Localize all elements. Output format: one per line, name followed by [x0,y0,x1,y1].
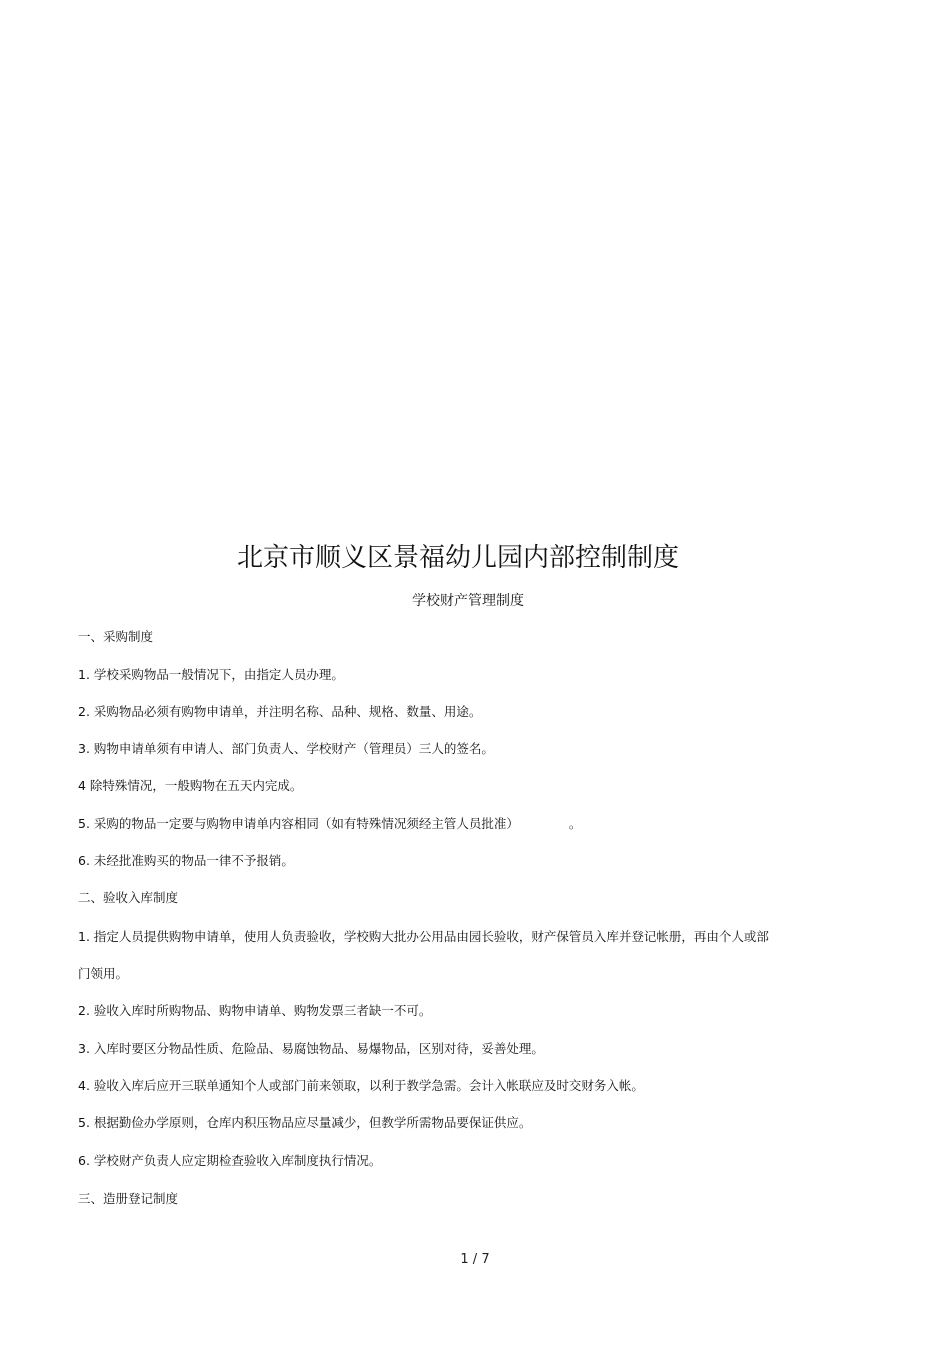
document-subtitle: 学校财产管理制度 [412,593,524,609]
procurement-item-3: 3. 购物申请单须有申请人、部门负责人、学校财产（管理员）三人的签名。 [78,741,494,756]
inspection-item-1-continued: 门领用。 [78,966,129,981]
section-heading-inspection: 二、验收入库制度 [78,890,179,905]
procurement-item-5-text: 5. 采购的物品一定要与购物申请单内容相同（如有特殊情况须经主管人员批准） [78,816,519,831]
inspection-item-5: 5. 根据勤俭办学原则，仓库内积压物品应尽量减少，但教学所需物品要保证供应。 [78,1115,532,1130]
inspection-item-4: 4. 验收入库后应开三联单通知个人或部门前来领取，以利于教学急需。会计入帐联应及时交财务入帐。 [78,1078,644,1093]
inspection-item-1: 1. 指定人员提供购物申请单，使用人负责验收，学校购大批办公用品由园长验收，财产保管员入库并登记帐册，再由个人或部 [78,929,769,944]
page-number: 1 / 7 [460,1252,490,1267]
section-heading-procurement: 一、采购制度 [78,629,154,644]
document-title: 北京市顺义区景福幼儿园内部控制制度 [236,543,679,573]
procurement-item-2: 2. 采购物品必须有购物申请单，并注明名称、品种、规格、数量、用途。 [78,704,482,719]
inspection-item-2: 2. 验收入库时所购物品、购物申请单、购物发票三者缺一不可。 [78,1003,432,1018]
inspection-item-3: 3. 入库时要区分物品性质、危险品、易腐蚀物品、易爆物品，区别对待，妥善处理。 [78,1041,544,1056]
procurement-item-1: 1. 学校采购物品一般情况下，由指定人员办理。 [78,667,344,682]
section-heading-registration: 三、造册登记制度 [78,1191,179,1206]
procurement-item-4: 4 除特殊情况，一般购物在五天内完成。 [78,778,303,793]
procurement-item-5-tail: 。 [568,816,582,831]
procurement-item-5 [78,814,581,834]
procurement-item-6: 6. 未经批准购买的物品一律不予报销。 [78,853,294,868]
inspection-item-6: 6. 学校财产负责人应定期检查验收入库制度执行情况。 [78,1153,382,1168]
